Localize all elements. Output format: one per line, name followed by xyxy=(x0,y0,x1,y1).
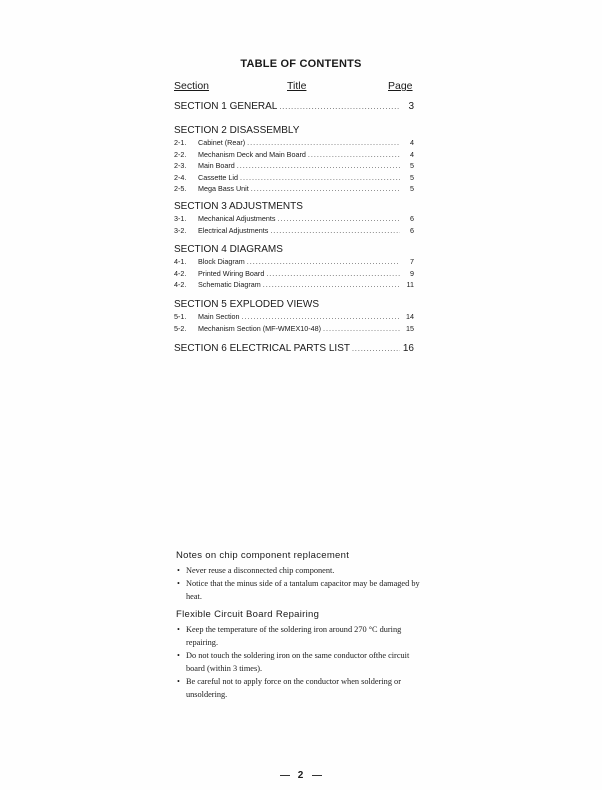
toc-section-1 xyxy=(174,100,414,113)
item-number: 2-3. xyxy=(174,161,187,170)
item-number: 4-1. xyxy=(174,257,187,266)
leader-dots xyxy=(266,268,400,280)
toc-item xyxy=(174,268,414,280)
item-label: Electrical Adjustments xyxy=(198,225,269,235)
item-page: 6 xyxy=(410,225,414,235)
item-label: Main Board xyxy=(198,161,235,170)
section-title: SECTION 4 DIAGRAMS xyxy=(174,244,283,255)
toc-entry xyxy=(174,342,414,355)
toc-section-4 xyxy=(174,243,414,291)
leader-dots xyxy=(251,183,400,195)
item-label: Main Section xyxy=(198,312,240,321)
leader-dots xyxy=(279,101,400,114)
chip-replacement-notes xyxy=(176,550,426,603)
leader-dots xyxy=(242,311,400,323)
section-title: SECTION 3 ADJUSTMENTS xyxy=(174,201,303,212)
note-item: • Do not touch the soldering iron on the same conductor ofthe circuit board (within 3 times). xyxy=(176,649,426,675)
item-page: 6 xyxy=(410,214,414,223)
item-number: 2-1. xyxy=(174,138,187,147)
item-number: 4-2. xyxy=(174,280,187,289)
item-label: Schematic Diagram xyxy=(198,280,261,289)
toc-section-2 xyxy=(174,124,414,195)
notes-heading: Notes on chip component replacement xyxy=(176,550,350,561)
section-title: SECTION 1 GENERAL xyxy=(174,101,278,112)
toc-section-3 xyxy=(174,200,414,236)
leader-dots xyxy=(237,160,400,172)
item-page: 14 xyxy=(406,312,414,321)
leader-dots xyxy=(240,172,400,184)
item-number: 5-2. xyxy=(174,323,187,333)
toc-item xyxy=(174,311,414,323)
page-footer xyxy=(0,770,602,781)
item-label: Printed Wiring Board xyxy=(198,268,265,278)
item-number: 2-5. xyxy=(174,184,187,193)
leader-dots xyxy=(247,137,400,149)
toc-item xyxy=(174,225,414,237)
toc-item xyxy=(174,323,414,335)
item-number: 2-4. xyxy=(174,172,187,182)
toc-entry xyxy=(174,100,414,113)
item-page: 9 xyxy=(410,268,414,278)
footer-dash-right xyxy=(312,775,322,776)
footer-dash-left xyxy=(280,775,290,776)
toc-item xyxy=(174,279,414,291)
toc-item xyxy=(174,172,414,184)
note-item: • Be careful not to apply force on the conductor when soldering or unsoldering. xyxy=(176,675,426,701)
section-column-header: Section xyxy=(174,80,210,92)
note-item: • Notice that the minus side of a tantalum capacitor may be damaged by heat. xyxy=(176,577,426,603)
leader-dots xyxy=(308,149,400,161)
item-label: Cabinet (Rear) xyxy=(198,138,246,147)
item-page: 5 xyxy=(410,161,414,170)
section-title: SECTION 2 DISASSEMBLY xyxy=(174,125,300,136)
notes-list xyxy=(176,623,426,701)
item-page: 5 xyxy=(410,184,414,193)
item-page: 5 xyxy=(410,172,414,182)
item-label: Mechanism Deck and Main Board xyxy=(198,149,306,159)
item-page: 4 xyxy=(410,149,414,159)
item-page: 11 xyxy=(406,280,414,289)
toc-item xyxy=(174,256,414,268)
leader-dots xyxy=(263,279,400,291)
page-column-header: Page xyxy=(388,80,413,92)
toc-item xyxy=(174,160,414,172)
item-number: 5-1. xyxy=(174,312,187,321)
item-label: Mega Bass Unit xyxy=(198,184,249,193)
item-number: 3-1. xyxy=(174,214,187,223)
flexible-board-notes xyxy=(176,609,426,701)
leader-dots xyxy=(270,225,400,237)
title-column-header: Title xyxy=(287,80,307,92)
item-label: Block Diagram xyxy=(198,257,245,266)
notes-list xyxy=(176,564,426,603)
leader-dots xyxy=(323,323,400,335)
leader-dots xyxy=(247,256,400,268)
toc-section-6 xyxy=(174,342,414,355)
page-number: 16 xyxy=(402,343,414,354)
item-page: 4 xyxy=(410,138,414,147)
toc-item xyxy=(174,149,414,161)
item-page: 7 xyxy=(410,257,414,266)
leader-dots xyxy=(278,213,400,225)
item-label: Mechanism Section (MF-WMEX10-48) xyxy=(198,323,322,333)
section-title: SECTION 6 ELECTRICAL PARTS LIST xyxy=(174,343,350,354)
toc-item xyxy=(174,213,414,225)
leader-dots xyxy=(352,343,400,356)
item-label: Cassette Lid xyxy=(198,172,238,182)
section-title: SECTION 5 EXPLODED VIEWS xyxy=(174,299,320,310)
toc-item xyxy=(174,183,414,195)
toc-section-5 xyxy=(174,298,414,334)
notes-heading: Flexible Circuit Board Repairing xyxy=(176,609,320,620)
page-number: 3 xyxy=(408,101,414,112)
page-title: TABLE OF CONTENTS xyxy=(240,58,362,70)
item-number: 3-2. xyxy=(174,225,187,235)
page-number: 2 xyxy=(297,770,305,781)
toc-item xyxy=(174,137,414,149)
item-number: 2-2. xyxy=(174,149,187,159)
item-label: Mechanical Adjustments xyxy=(198,214,276,223)
note-item: • Never reuse a disconnected chip component. xyxy=(176,564,426,577)
item-number: 4-2. xyxy=(174,268,187,278)
note-item: • Keep the temperature of the soldering iron around 270 °C during repairing. xyxy=(176,623,426,649)
item-page: 15 xyxy=(406,323,414,333)
